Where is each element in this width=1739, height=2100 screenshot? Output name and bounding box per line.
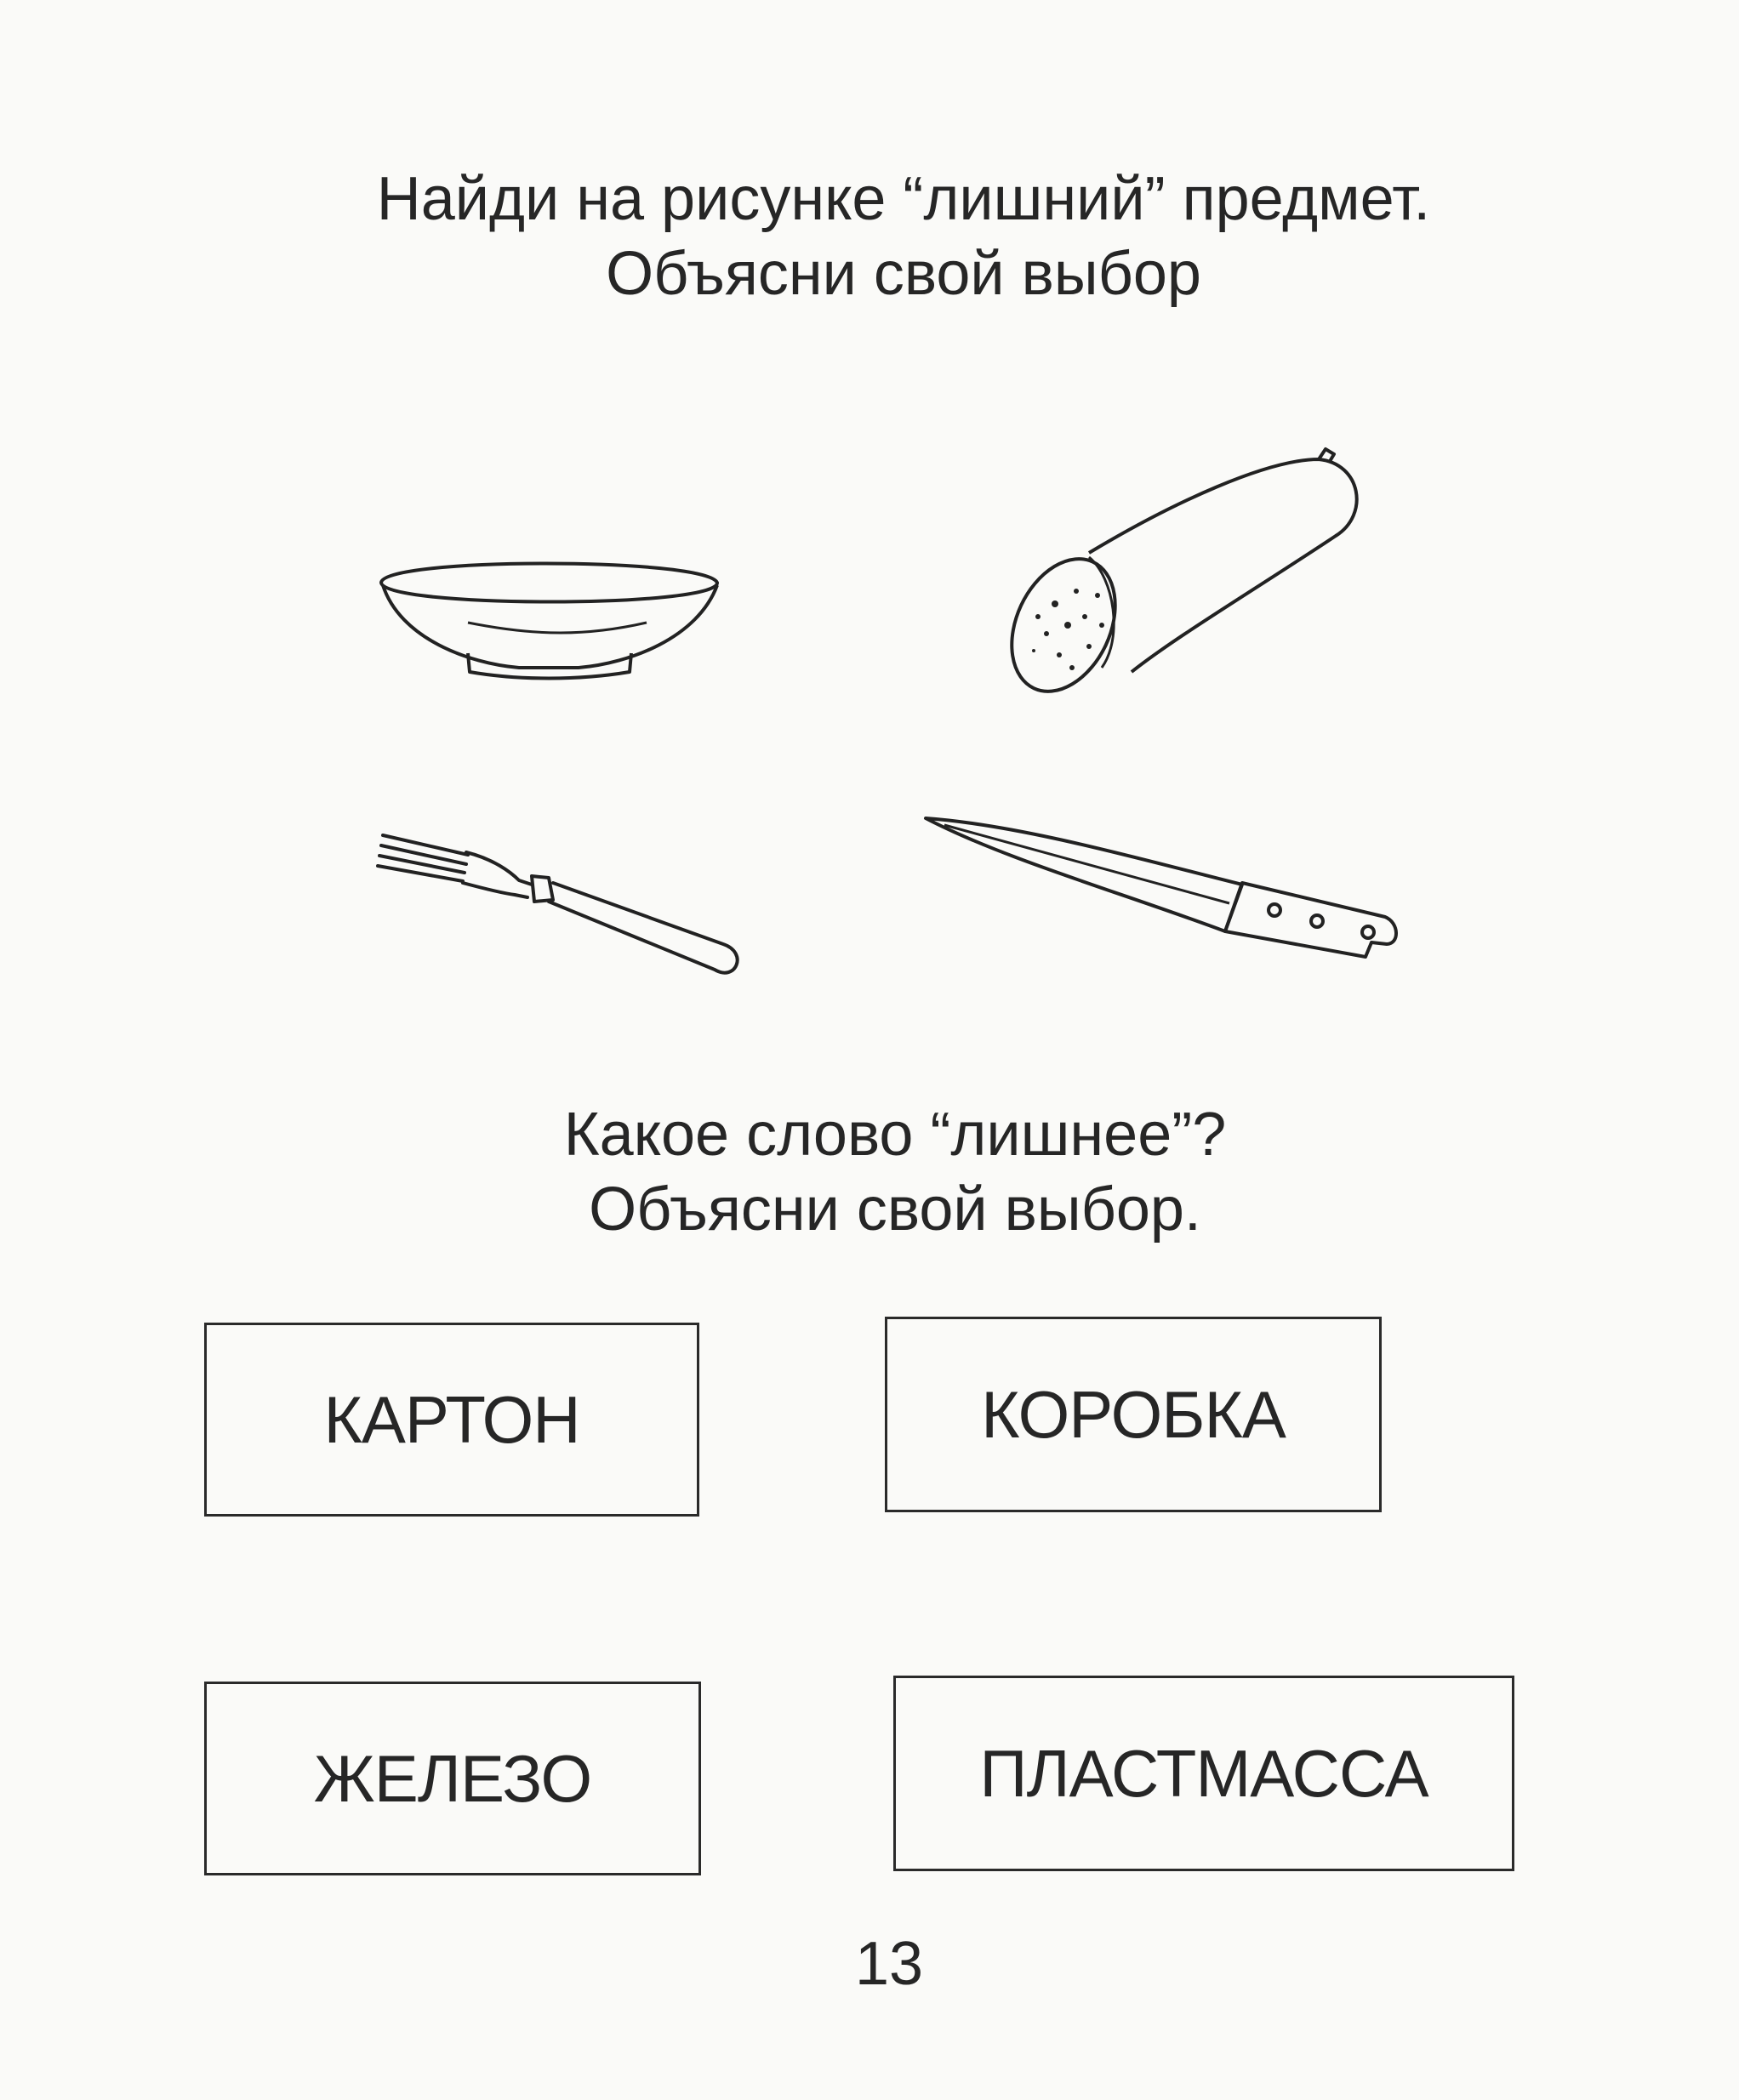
sausage-icon bbox=[1004, 442, 1378, 697]
task1-instruction-line1: Найди на рисунке “лишний” предмет. bbox=[376, 165, 1431, 233]
word-card-zhelezo[interactable]: ЖЕЛЕЗО bbox=[204, 1682, 701, 1875]
task2-instruction-line1: Какое слово “лишнее”? bbox=[563, 1101, 1227, 1169]
plate-icon bbox=[366, 544, 740, 697]
page-number: 13 bbox=[854, 1930, 924, 1998]
knife-icon bbox=[919, 808, 1404, 961]
fork-icon bbox=[374, 817, 757, 961]
word-card-plastmassa[interactable]: ПЛАСТМАССА bbox=[893, 1676, 1514, 1871]
task2-instruction-line2: Объясни свой выбор. bbox=[589, 1175, 1201, 1243]
task1-instruction-line2: Объясни свой выбор bbox=[606, 240, 1201, 308]
word-card-karton[interactable]: КАРТОН bbox=[204, 1323, 699, 1517]
word-card-korobka[interactable]: КОРОБКА bbox=[885, 1317, 1382, 1512]
